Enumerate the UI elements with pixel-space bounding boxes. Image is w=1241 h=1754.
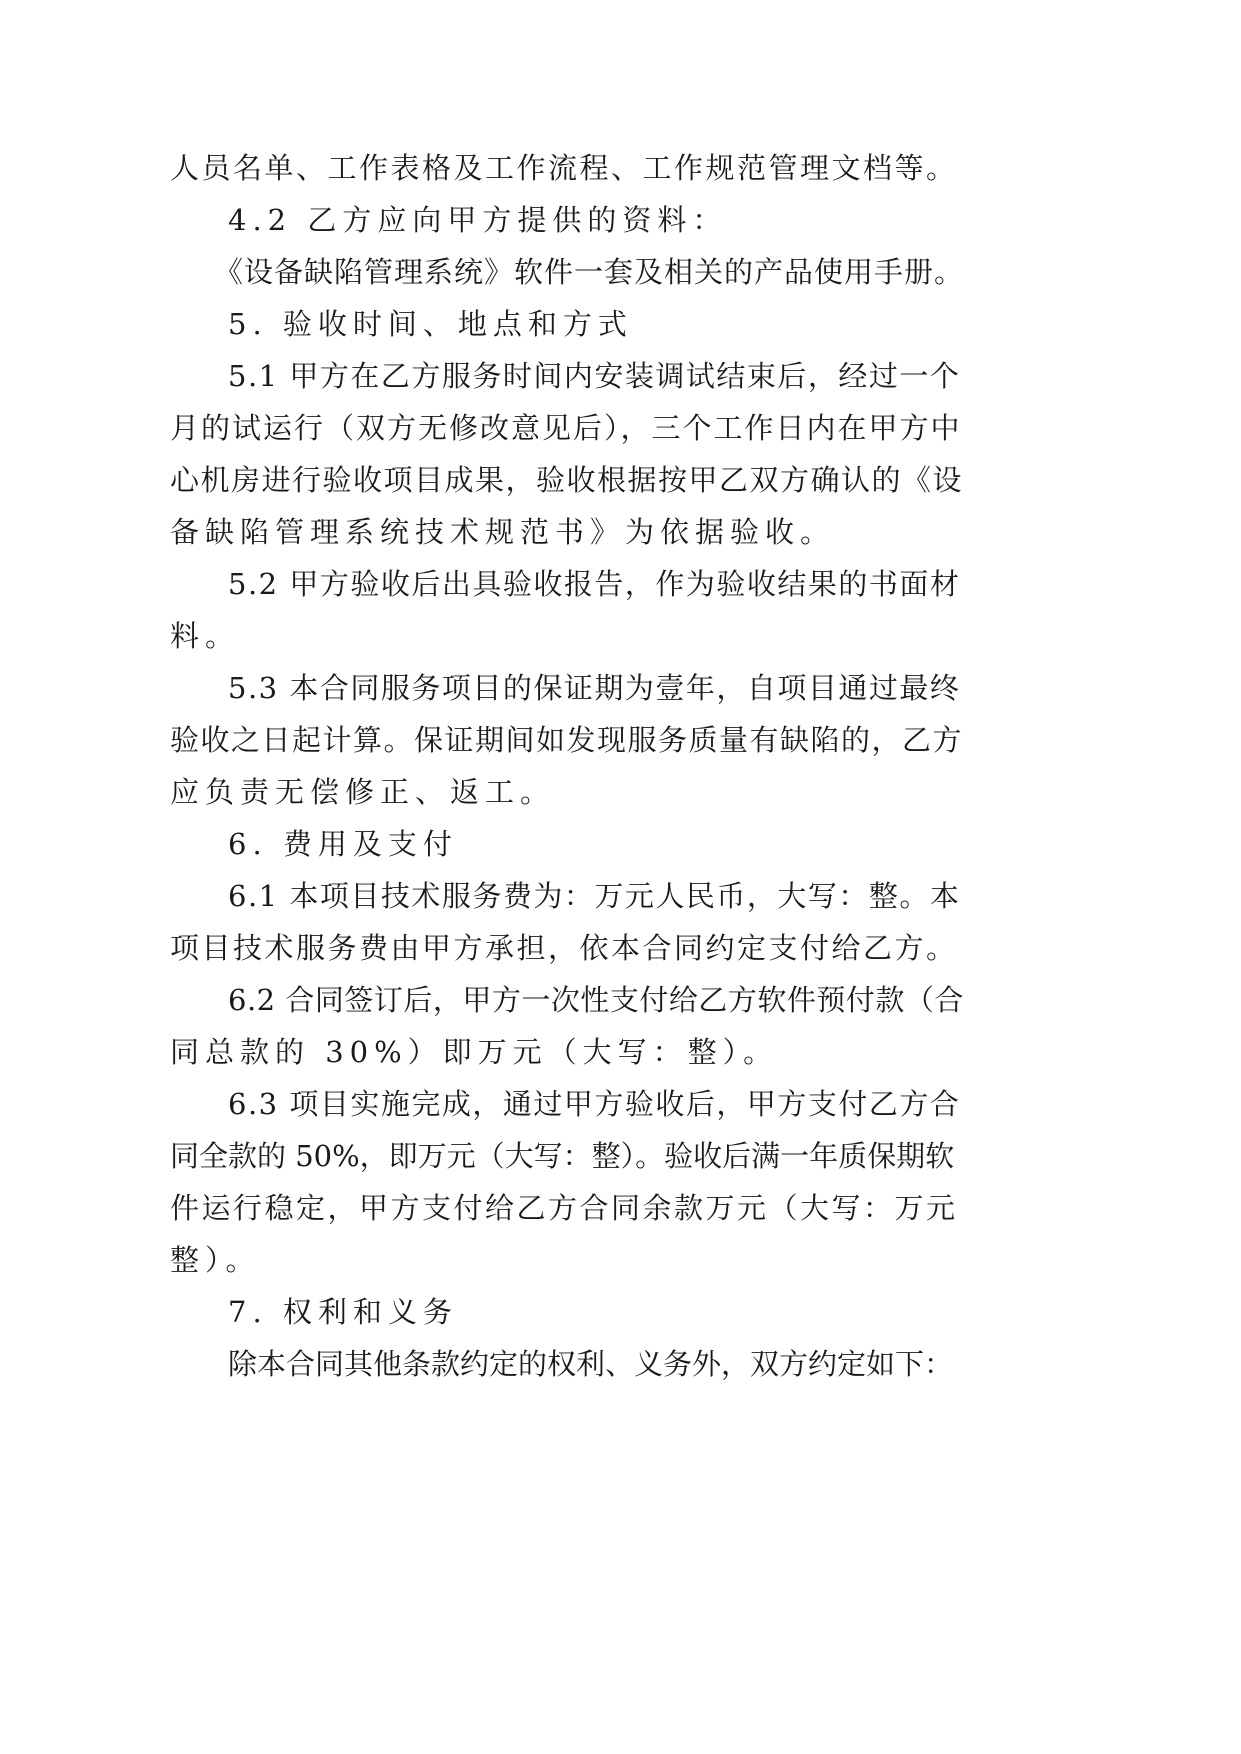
text-line: 项目技术服务费由甲方承担，依本合同约定支付给乙方。 [170,931,958,965]
text-line: 除本合同其他条款约定的权利、义务外，双方约定如下： [228,1347,954,1381]
text-line: 件运行稳定，甲方支付给乙方合同余款万元（大写：万元 [170,1191,958,1225]
text-line: 应负责无偿修正、返工。 [170,775,556,809]
section-heading: 6. 费用及支付 [228,827,458,861]
text-line: 同总款的 30%）即万元（大写：整）。 [170,1035,779,1069]
text-line: 6.1 本项目技术服务费为：万元人民币，大写：整。本 [228,879,961,913]
text-line: 同全款的 50%，即万元（大写：整）。验收后满一年质保期软 [170,1139,955,1173]
text-line: 6.3 项目实施完成，通过甲方验收后，甲方支付乙方合 [228,1087,961,1121]
section-heading: 7. 权利和义务 [228,1295,458,1329]
text-line: 人员名单、工作表格及工作流程、工作规范管理文档等。 [170,151,958,185]
text-line: 验收之日起计算。保证期间如发现服务质量有缺陷的，乙方 [170,723,964,757]
text-line: 备缺陷管理系统技术规范书》为依据验收。 [170,515,836,549]
text-line: 《设备缺陷管理系统》软件一套及相关的产品使用手册。 [214,255,965,289]
section-heading: 5. 验收时间、地点和方式 [228,307,633,341]
text-line: 5.1 甲方在乙方服务时间内安装调试结束后，经过一个 [228,359,961,393]
text-line: 料。 [170,619,241,653]
text-line: 心机房进行验收项目成果，验收根据按甲乙双方确认的《设 [170,463,964,497]
text-line: 5.3 本合同服务项目的保证期为壹年，自项目通过最终 [228,671,961,705]
subsection-heading: 4.2 乙方应向甲方提供的资料： [228,203,728,237]
text-line: 整）。 [170,1243,261,1277]
text-line: 6.2 合同签订后，甲方一次性支付给乙方软件预付款（合 [228,983,964,1017]
text-line: 月的试运行（双方无修改意见后），三个工作日内在甲方中 [170,411,962,445]
text-line: 5.2 甲方验收后出具验收报告，作为验收结果的书面材 [228,567,961,601]
